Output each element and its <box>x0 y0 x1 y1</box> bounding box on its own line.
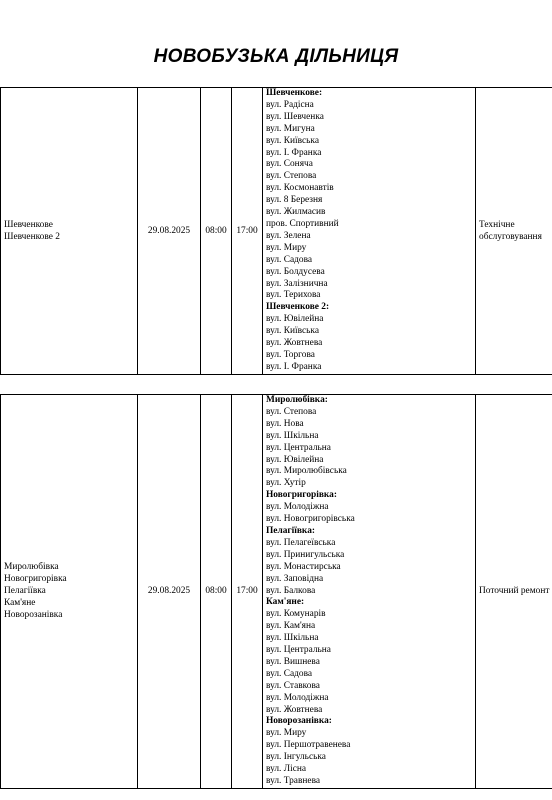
street-item: вул. Нова <box>266 418 304 429</box>
outage-table <box>0 87 552 375</box>
street-item: вул. Першотравенева <box>266 740 351 751</box>
street-item: вул. Хутір <box>266 478 306 489</box>
start-time-cell: 08:00 <box>201 88 232 375</box>
street-item: вул. Ювілейна <box>266 314 324 325</box>
village-heading: Кам'яне: <box>266 597 305 608</box>
street-item: вул. Ставкова <box>266 680 320 691</box>
village-heading: Новогригорівка: <box>266 490 337 501</box>
street-item: вул. Шкільна <box>266 633 319 644</box>
street-item: вул. Лісна <box>266 764 307 775</box>
street-item: вул. Київська <box>266 326 320 337</box>
street-item: вул. Монастирська <box>266 561 341 572</box>
settlement-name: Миролюбівка <box>4 562 59 573</box>
street-item: вул. Космонавтів <box>266 183 334 194</box>
street-item: вул. Степова <box>266 406 317 417</box>
street-item: вул. Зелена <box>266 230 311 241</box>
end-time-cell: 17:00 <box>232 88 263 375</box>
settlement-name: Пелагіївка <box>4 586 46 597</box>
street-item: вул. Новогригорівська <box>266 514 355 525</box>
table-row <box>1 395 552 789</box>
street-item: вул. Болдусева <box>266 266 325 277</box>
street-item: вул. Соняча <box>266 159 313 170</box>
street-item: вул. І. Франка <box>266 147 322 158</box>
street-item: вул. Степова <box>266 171 317 182</box>
street-item: вул. 8 Березня <box>266 195 323 206</box>
streets-cell <box>263 88 476 375</box>
end-time-cell: 17:00 <box>232 395 263 789</box>
street-item: вул. Молодіжна <box>266 502 329 513</box>
street-item: вул. Миру <box>266 728 307 739</box>
street-item: вул. Жовтнева <box>266 704 323 715</box>
settlement-name: Новорозанівка <box>4 610 63 621</box>
street-item: вул. Інгульська <box>266 752 326 763</box>
village-heading: Пелагіївка: <box>266 525 315 536</box>
reason-cell: Поточний ремонт <box>476 395 552 789</box>
street-item: вул. Жилмасив <box>266 207 326 218</box>
date-cell: 29.08.2025 <box>138 395 201 789</box>
street-item: вул. Травнева <box>266 776 321 786</box>
street-item: вул. І. Франка <box>266 361 322 372</box>
street-item: вул. Пелагеївська <box>266 537 336 548</box>
street-item: вул. Залізнична <box>266 278 328 289</box>
street-item: вул. Принигульська <box>266 549 345 560</box>
street-item: вул. Заповідна <box>266 573 324 584</box>
street-item: вул. Миролюбівська <box>266 466 347 477</box>
street-item: вул. Миру <box>266 242 307 253</box>
street-item: вул. Шевченка <box>266 111 324 122</box>
settlements-cell <box>1 395 138 789</box>
settlement-name: Новогригорівка <box>4 574 67 585</box>
village-heading: Шевченкове: <box>266 88 323 98</box>
street-item: вул. Садова <box>266 668 313 679</box>
village-heading: Новорозанівка: <box>266 716 332 727</box>
streets-cell <box>263 395 476 789</box>
street-item: вул. Кам'яна <box>266 621 316 632</box>
street-item: вул. Шкільна <box>266 430 319 441</box>
settlement-name: Кам'яне <box>4 598 36 609</box>
street-item: вул. Садова <box>266 254 313 265</box>
street-item: вул. Балкова <box>266 585 316 596</box>
street-item: вул. Молодіжна <box>266 692 329 703</box>
settlements-cell <box>1 88 138 375</box>
street-item: вул. Радісна <box>266 99 314 110</box>
street-item: вул. Торгова <box>266 349 315 360</box>
street-item: вул. Мигуна <box>266 123 315 134</box>
page-title: НОВОБУЗЬКА ДІЛЬНИЦЯ <box>153 46 399 67</box>
table-row <box>1 88 552 375</box>
reason-cell: Технічне обслуговування <box>476 88 552 375</box>
settlement-name: Шевченкове 2 <box>4 231 60 242</box>
street-item: вул. Вишнева <box>266 656 320 667</box>
street-item: вул. Ювілейна <box>266 454 324 465</box>
street-item: пров. Спортивний <box>266 218 339 229</box>
village-heading: Шевченкове 2: <box>266 302 330 313</box>
street-item: вул. Центральна <box>266 645 331 656</box>
street-item: вул. Жовтнева <box>266 338 323 349</box>
settlement-name: Шевченкове <box>4 219 53 230</box>
street-item: вул. Київська <box>266 135 320 146</box>
outage-table <box>0 394 552 789</box>
start-time-cell: 08:00 <box>201 395 232 789</box>
street-item: вул. Центральна <box>266 442 331 453</box>
street-item: вул. Терихова <box>266 290 321 301</box>
street-item: вул. Комунарів <box>266 609 326 620</box>
date-cell: 29.08.2025 <box>138 88 201 375</box>
village-heading: Миролюбівка: <box>266 395 328 405</box>
